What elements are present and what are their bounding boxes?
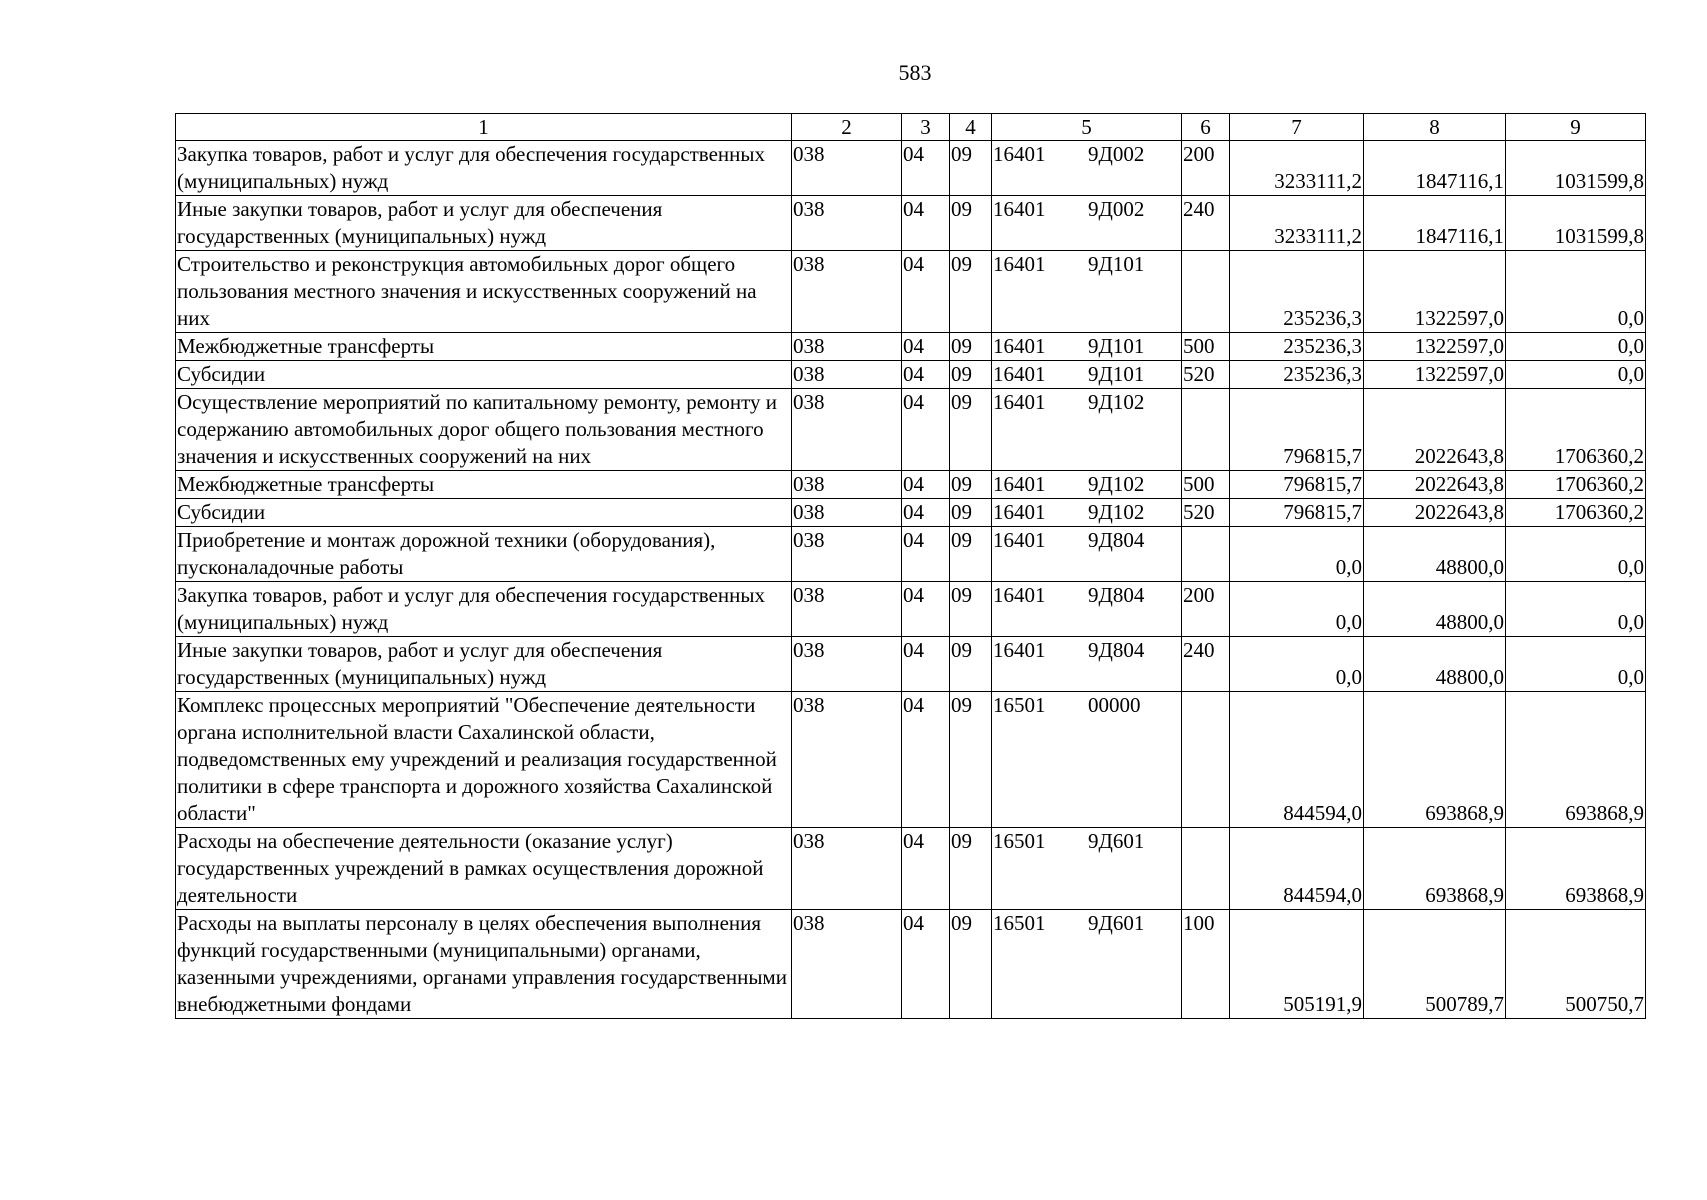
amount-col-9: 0,0 [1506, 527, 1646, 582]
code-expense-type: 200 [1182, 582, 1230, 637]
row-name: Закупка товаров, работ и услуг для обеспечения государственных (муниципальных) нужд [176, 141, 792, 196]
table-row [176, 333, 1646, 361]
code-section: 04 [902, 582, 950, 637]
code-target-article [992, 251, 1182, 333]
amount-col-7: 505191,9 [1230, 910, 1364, 1019]
table-row [176, 910, 1646, 1019]
code-section: 04 [902, 637, 950, 692]
code-expense-type: 240 [1182, 637, 1230, 692]
code-ministry: 038 [792, 196, 902, 251]
code-ministry: 038 [792, 637, 902, 692]
row-name: Расходы на обеспечение деятельности (оказание услуг) государственных учреждений в рамках осуществления дорожной деятельности [176, 828, 792, 910]
amount-col-8: 1847116,1 [1364, 196, 1506, 251]
amount-col-9: 0,0 [1506, 582, 1646, 637]
row-name: Расходы на выплаты персоналу в целях обеспечения выполнения функций государственными (муниципальными) органами, казенными учреждениями, органами управления государственными внебюджетными фондами [176, 910, 792, 1019]
code-target-program: 16401 [993, 362, 1046, 386]
amount-col-9: 0,0 [1506, 333, 1646, 361]
amount-col-9: 0,0 [1506, 361, 1646, 389]
code-expense-type [1182, 692, 1230, 828]
code-target-article [992, 582, 1182, 637]
code-target-direction: 9Д102 [1088, 472, 1145, 496]
table-row [176, 582, 1646, 637]
code-ministry: 038 [792, 692, 902, 828]
code-section: 04 [902, 527, 950, 582]
amount-col-9: 1706360,2 [1506, 471, 1646, 499]
amount-col-9: 500750,7 [1506, 910, 1646, 1019]
column-header: 4 [950, 114, 992, 141]
code-target-direction: 9Д002 [1088, 142, 1145, 166]
code-target-program: 16401 [993, 390, 1046, 414]
amount-col-7: 844594,0 [1230, 692, 1364, 828]
code-section: 04 [902, 141, 950, 196]
code-target-article [992, 692, 1182, 828]
code-subsection: 09 [950, 637, 992, 692]
code-target-program: 16501 [993, 911, 1046, 935]
code-target-program: 16501 [993, 829, 1046, 853]
amount-col-8: 500789,7 [1364, 910, 1506, 1019]
amount-col-7: 796815,7 [1230, 499, 1364, 527]
column-header: 6 [1182, 114, 1230, 141]
code-ministry: 038 [792, 251, 902, 333]
code-target-program: 16401 [993, 334, 1046, 358]
column-header: 2 [792, 114, 902, 141]
table-row [176, 828, 1646, 910]
code-target-article [992, 637, 1182, 692]
code-ministry: 038 [792, 361, 902, 389]
amount-col-7: 796815,7 [1230, 471, 1364, 499]
amount-col-7: 235236,3 [1230, 333, 1364, 361]
amount-col-7: 3233111,2 [1230, 141, 1364, 196]
row-name: Иные закупки товаров, работ и услуг для обеспечения государственных (муниципальных) нужд [176, 637, 792, 692]
amount-col-8: 1847116,1 [1364, 141, 1506, 196]
code-target-program: 16401 [993, 472, 1046, 496]
code-subsection: 09 [950, 333, 992, 361]
row-name: Иные закупки товаров, работ и услуг для обеспечения государственных (муниципальных) нужд [176, 196, 792, 251]
code-subsection: 09 [950, 389, 992, 471]
amount-col-9: 693868,9 [1506, 692, 1646, 828]
table-row [176, 527, 1646, 582]
row-name: Комплекс процессных мероприятий "Обеспечение деятельности органа исполнительной власти Сахалинской области, подведомственных ему учреждений и реализация государственной политики в сфере транспорта и дорожного хозяйства Сахалинской области" [176, 692, 792, 828]
code-target-article [992, 196, 1182, 251]
code-expense-type: 520 [1182, 499, 1230, 527]
amount-col-7: 0,0 [1230, 637, 1364, 692]
column-header: 8 [1364, 114, 1506, 141]
code-target-direction: 9Д101 [1088, 362, 1145, 386]
code-target-program: 16401 [993, 197, 1046, 221]
code-target-direction: 9Д101 [1088, 334, 1145, 358]
code-target-direction: 9Д601 [1088, 829, 1145, 853]
code-target-article [992, 389, 1182, 471]
code-target-direction: 9Д601 [1088, 911, 1145, 935]
code-target-program: 16401 [993, 500, 1046, 524]
row-name: Межбюджетные трансферты [176, 471, 792, 499]
code-ministry: 038 [792, 582, 902, 637]
row-name: Закупка товаров, работ и услуг для обеспечения государственных (муниципальных) нужд [176, 582, 792, 637]
code-expense-type: 500 [1182, 471, 1230, 499]
amount-col-8: 693868,9 [1364, 828, 1506, 910]
row-name: Приобретение и монтаж дорожной техники (оборудования), пусконаладочные работы [176, 527, 792, 582]
code-target-article [992, 361, 1182, 389]
code-expense-type [1182, 251, 1230, 333]
code-target-program: 16401 [993, 252, 1046, 276]
amount-col-7: 0,0 [1230, 527, 1364, 582]
code-target-direction: 9Д102 [1088, 500, 1145, 524]
amount-col-8: 1322597,0 [1364, 251, 1506, 333]
code-target-program: 16401 [993, 142, 1046, 166]
code-ministry: 038 [792, 141, 902, 196]
code-section: 04 [902, 499, 950, 527]
header-row [176, 114, 1646, 141]
amount-col-9: 693868,9 [1506, 828, 1646, 910]
code-target-article [992, 910, 1182, 1019]
column-header: 7 [1230, 114, 1364, 141]
code-subsection: 09 [950, 361, 992, 389]
code-target-article [992, 527, 1182, 582]
amount-col-9: 0,0 [1506, 637, 1646, 692]
code-ministry: 038 [792, 333, 902, 361]
row-name: Межбюджетные трансферты [176, 333, 792, 361]
code-target-program: 16501 [993, 693, 1046, 717]
code-section: 04 [902, 251, 950, 333]
amount-col-8: 48800,0 [1364, 637, 1506, 692]
code-target-article [992, 828, 1182, 910]
code-section: 04 [902, 389, 950, 471]
table-row [176, 692, 1646, 828]
amount-col-8: 1322597,0 [1364, 361, 1506, 389]
row-name: Субсидии [176, 361, 792, 389]
code-target-program: 16401 [993, 528, 1046, 552]
code-subsection: 09 [950, 828, 992, 910]
code-target-program: 16401 [993, 583, 1046, 607]
table-row [176, 361, 1646, 389]
code-expense-type: 100 [1182, 910, 1230, 1019]
code-subsection: 09 [950, 527, 992, 582]
code-expense-type [1182, 389, 1230, 471]
table-row [176, 141, 1646, 196]
amount-col-8: 48800,0 [1364, 582, 1506, 637]
code-section: 04 [902, 196, 950, 251]
code-ministry: 038 [792, 910, 902, 1019]
amount-col-7: 235236,3 [1230, 251, 1364, 333]
amount-col-9: 1706360,2 [1506, 389, 1646, 471]
code-target-direction: 00000 [1088, 693, 1141, 717]
code-section: 04 [902, 471, 950, 499]
code-target-direction: 9Д804 [1088, 638, 1145, 662]
column-header: 1 [176, 114, 792, 141]
amount-col-8: 48800,0 [1364, 527, 1506, 582]
table-row [176, 251, 1646, 333]
code-target-article [992, 333, 1182, 361]
amount-col-7: 0,0 [1230, 582, 1364, 637]
code-target-article [992, 141, 1182, 196]
code-subsection: 09 [950, 499, 992, 527]
table-row [176, 389, 1646, 471]
code-expense-type [1182, 828, 1230, 910]
amount-col-7: 796815,7 [1230, 389, 1364, 471]
column-header: 5 [992, 114, 1182, 141]
code-target-direction: 9Д804 [1088, 583, 1145, 607]
code-subsection: 09 [950, 251, 992, 333]
code-ministry: 038 [792, 828, 902, 910]
code-target-direction: 9Д101 [1088, 252, 1145, 276]
code-ministry: 038 [792, 527, 902, 582]
budget-table [175, 113, 1646, 1019]
code-expense-type: 200 [1182, 141, 1230, 196]
code-subsection: 09 [950, 471, 992, 499]
table-row [176, 471, 1646, 499]
code-expense-type: 520 [1182, 361, 1230, 389]
page-number: 583 [898, 60, 932, 85]
code-target-direction: 9Д002 [1088, 197, 1145, 221]
amount-col-8: 1322597,0 [1364, 333, 1506, 361]
amount-col-8: 2022643,8 [1364, 499, 1506, 527]
amount-col-8: 693868,9 [1364, 692, 1506, 828]
code-subsection: 09 [950, 692, 992, 828]
code-section: 04 [902, 828, 950, 910]
amount-col-9: 0,0 [1506, 251, 1646, 333]
code-subsection: 09 [950, 196, 992, 251]
amount-col-7: 3233111,2 [1230, 196, 1364, 251]
code-subsection: 09 [950, 910, 992, 1019]
table-row [176, 637, 1646, 692]
code-target-direction: 9Д804 [1088, 528, 1145, 552]
row-name: Осуществление мероприятий по капитальному ремонту, ремонту и содержанию автомобильных дорог общего пользования местного значения и искусственных сооружений на них [176, 389, 792, 471]
amount-col-7: 844594,0 [1230, 828, 1364, 910]
row-name: Субсидии [176, 499, 792, 527]
code-target-program: 16401 [993, 638, 1046, 662]
code-ministry: 038 [792, 499, 902, 527]
code-subsection: 09 [950, 582, 992, 637]
table-row [176, 499, 1646, 527]
amount-col-8: 2022643,8 [1364, 471, 1506, 499]
code-expense-type: 500 [1182, 333, 1230, 361]
code-section: 04 [902, 910, 950, 1019]
amount-col-9: 1031599,8 [1506, 141, 1646, 196]
amount-col-9: 1031599,8 [1506, 196, 1646, 251]
code-expense-type [1182, 527, 1230, 582]
column-header: 9 [1506, 114, 1646, 141]
code-target-article [992, 499, 1182, 527]
row-name: Строительство и реконструкция автомобильных дорог общего пользования местного значения и искусственных сооружений на них [176, 251, 792, 333]
code-section: 04 [902, 333, 950, 361]
amount-col-7: 235236,3 [1230, 361, 1364, 389]
code-ministry: 038 [792, 471, 902, 499]
column-header: 3 [902, 114, 950, 141]
code-section: 04 [902, 692, 950, 828]
amount-col-9: 1706360,2 [1506, 499, 1646, 527]
code-target-direction: 9Д102 [1088, 390, 1145, 414]
code-expense-type: 240 [1182, 196, 1230, 251]
amount-col-8: 2022643,8 [1364, 389, 1506, 471]
code-section: 04 [902, 361, 950, 389]
code-ministry: 038 [792, 389, 902, 471]
code-target-article [992, 471, 1182, 499]
code-subsection: 09 [950, 141, 992, 196]
table-row [176, 196, 1646, 251]
